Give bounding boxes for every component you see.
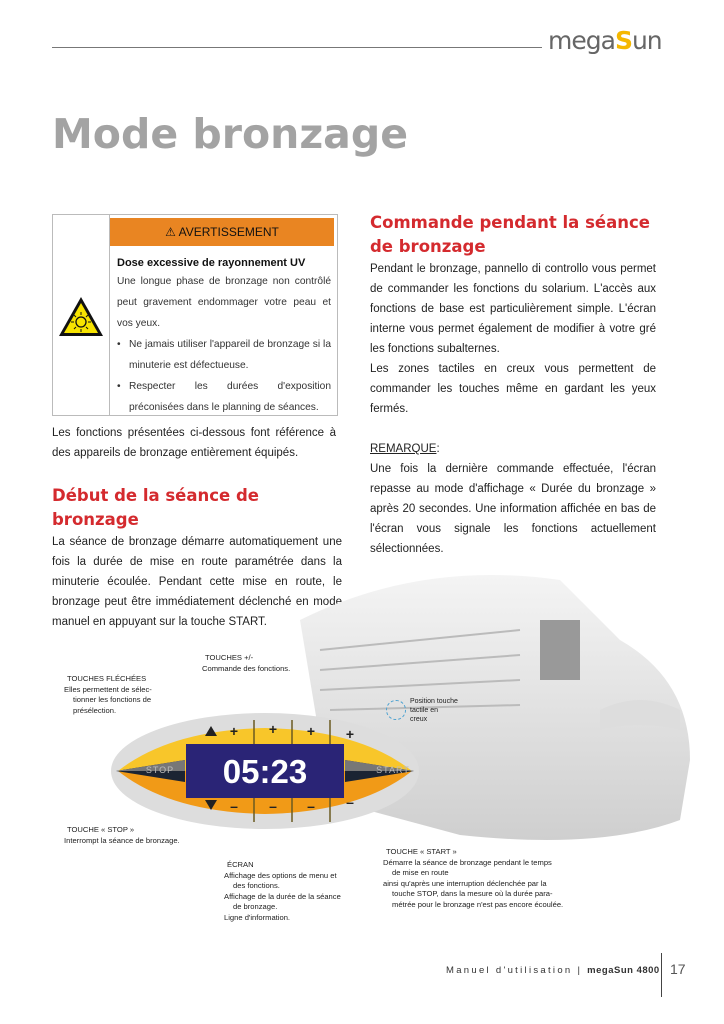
lamp-unit — [540, 620, 580, 680]
stop-button[interactable]: STOP — [145, 765, 175, 775]
minus-button[interactable]: – — [230, 798, 238, 814]
label-plus-minus: TOUCHES +/- Commande des fonctions. — [202, 653, 291, 673]
megasun-logo: megaSun — [548, 26, 662, 55]
footer-divider — [661, 953, 662, 997]
footer-text: Manuel d'utilisation | megaSun 4800 — [446, 965, 660, 976]
label-touch-position: Position touche tactile en creux — [410, 698, 458, 723]
control-panel — [110, 712, 420, 830]
start-button[interactable]: START — [376, 765, 410, 775]
section2-heading: Commande pendant la séance de bronzage — [370, 213, 650, 256]
label-screen: ÉCRAN Affichage des options de menu et des fonctions. Affichage de la durée de la séance de bronzage. Ligne d'information. — [224, 860, 341, 922]
warning-box — [52, 214, 338, 416]
warning-heading: Dose excessive de rayonnement UV — [117, 257, 306, 269]
touch-position-icon — [386, 700, 406, 720]
plus-button[interactable]: + — [345, 726, 355, 742]
note-text: Une fois la dernière commande effectuée, l'écran repasse au mode d'affichage « Durée du bronzage » après 20 secondes. Une information affichée en bas de l'écran vous signale les fonctions actuellement sélectionnées. — [370, 463, 656, 555]
section1-heading: Début de la séance de bronzage — [52, 486, 259, 529]
label-arrow-keys: TOUCHES FLÉCHÉES Elles permettent de sélec- tionner les fonctions de présélection. — [64, 674, 152, 715]
uv-warning-icon — [53, 215, 110, 415]
page-title: Mode bronzage — [52, 110, 409, 158]
timer-display: 05:23 — [222, 753, 308, 790]
note-label: REMARQUE — [370, 443, 437, 455]
section2-text1: Pendant le bronzage, pannello di controllo vous permet de commander les fonctions du solarium. L'accès aux fonctions de base est particulièrement simple. L'écran interne vous permet également de modifier à votre gré les fonctions subalternes. — [370, 263, 656, 355]
manual-page: megaSun Mode bronzage ⚠ AVERTISSEMENT Dose excessive de rayonnement UV Une longue phase de bronzage non contrôlé peut gravement endommager votre peau et vos yeux. • Ne jamais utiliser l'appareil de bronzage si la minuterie est défectueuse. • Respecter les durées d'exposition préconisées dans le planning de séances. Les fonctions présentées ci-dessous font référence à des appareils de bronzage entièrement équipés. Début de la séance de bronzage La séance de bronzage démarre automatiquement une fois la durée de mise en route paramétrée dans la minuterie écoulée. Pendant cette mise en route, le bronzage peut être immédiatement déclenché en mode manuel en appuyant sur la touche START. Commande pendant la séance de bronzage Pendant le bronzage, pannello di controllo vous permet de commander les fonctions du solarium. L'accès aux fonctions de base est particulièrement simple. L'écran interne vous permet également de modifier à votre gré les fonctions subalternes. Les zones tactiles en creux vous permettent de commander les touches même en gardant les yeux fermés. REMARQUE: Une fois la dernière commande effectuée, l'écran repasse au mode d'affichage « Durée du bronzage » après 20 secondes. Une information affichée en bas de l'écran vous signale les fonctions actuellement sélectionnées. 05:23 STOP START + + + + – – – – TOUCHES +/- Commande des fonctions. TOUCHES FLÉCHÉES Elles permettent de sélec- tionner les fonctions de présélection. Position touche tactile en creux TOUCHE « STOP » Interrompt la séance de bronzage. ÉCRAN Affichage des options de menu et des fonctions. Affichage de la durée de la séance de bronzage. Ligne d'information. TOUCHE « START » Démarre la séance de bronzage pendant le temps de mise en route ainsi qu'après une interruption déclenchée par la touche STOP, dans la mesure où la durée para- métrée pour le bronzage n'est pas encore écoulée. Manuel d'utilisation | megaSun 4800 17 — [0, 0, 724, 1024]
warning-text: Une longue phase de bronzage non contrôlé peut gravement endommager votre peau et vos yeux. — [117, 276, 331, 329]
warning-triangle-icon: ⚠ — [165, 225, 176, 239]
label-start-key: TOUCHE « START » Démarre la séance de bronzage pendant le temps de mise en route ainsi qu'après une interruption déclenchée par la touche STOP, dans la mesure où la durée para- métrée pour le bronzage n'est pas encore écoulée. — [383, 847, 564, 909]
warning-bullet: • Ne jamais utiliser l'appareil de bronzage si la minuterie est défectueuse. — [117, 334, 331, 376]
label-stop-key: TOUCHE « STOP » Interrompt la séance de bronzage. — [64, 825, 180, 845]
warning-header: ⚠ AVERTISSEMENT — [110, 218, 334, 246]
section1-text: La séance de bronzage démarre automatiquement une fois la durée de mise en route paramétrée dans la minuterie écoulée. Pendant cette mise en route, le bronzage peut être immédiatement déclenché en mode manuel en appuyant sur la touche START. — [52, 536, 342, 628]
section2-text2: Les zones tactiles en creux vous permettent de commander les touches même en gardant les yeux fermés. — [370, 363, 656, 415]
page-number: 17 — [670, 961, 686, 977]
minus-button[interactable]: – — [346, 794, 354, 810]
header-rule — [52, 47, 542, 48]
plus-button[interactable]: + — [306, 723, 316, 739]
minus-button[interactable]: – — [269, 798, 277, 814]
minus-button[interactable]: – — [307, 798, 315, 814]
intro-text: Les fonctions présentées ci-dessous font référence à des appareils de bronzage entièrement équipés. — [52, 427, 336, 459]
plus-button[interactable]: + — [268, 721, 278, 737]
warning-bullet: • Respecter les durées d'exposition préconisées dans le planning de séances. — [117, 376, 331, 418]
plus-button[interactable]: + — [229, 723, 239, 739]
